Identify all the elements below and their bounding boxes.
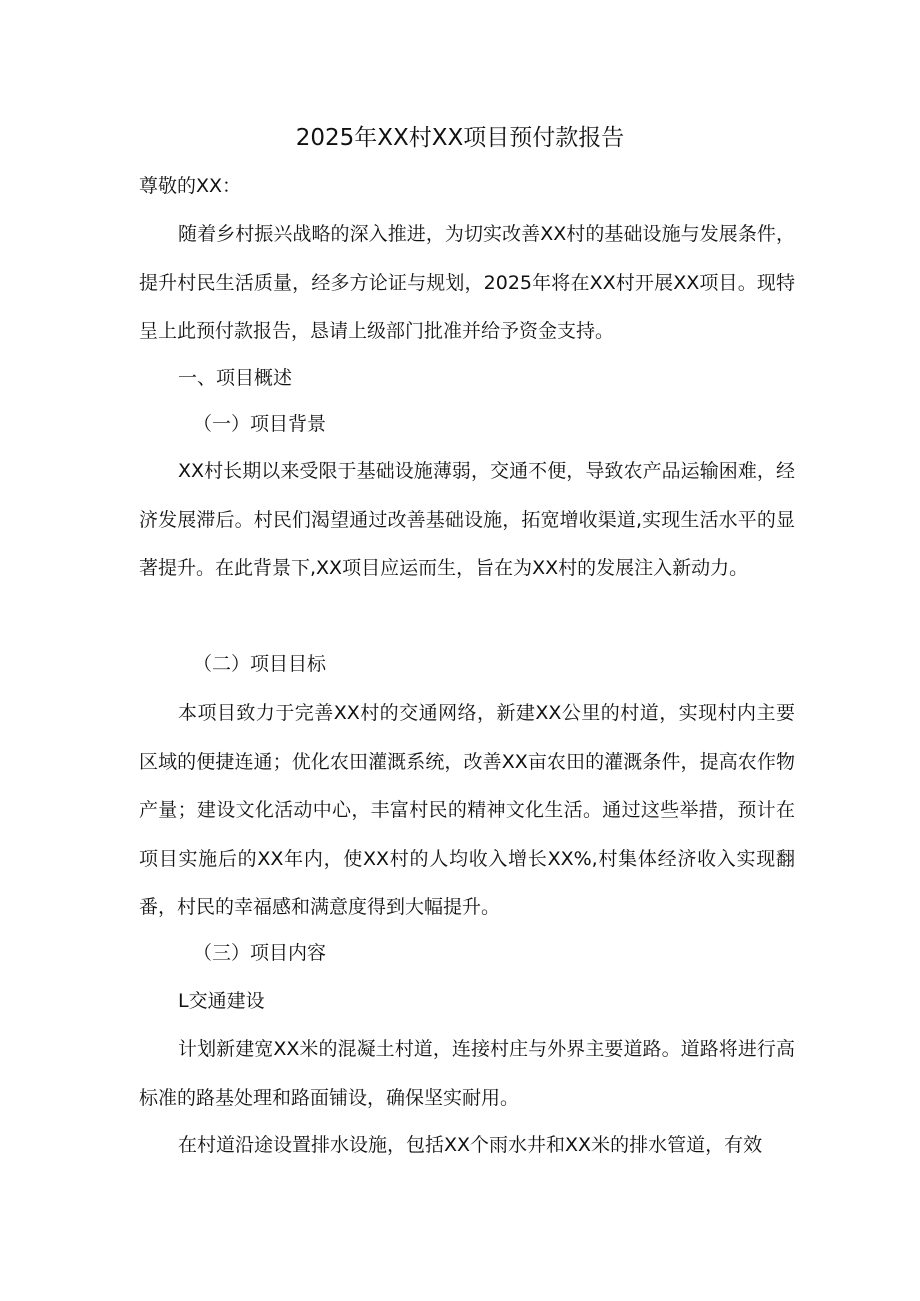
salutation: 尊敬的XX： (139, 175, 242, 197)
subsection-heading-background: （一）项目背景 (193, 413, 327, 435)
document-title: 2025年XX村XX项目预付款报告 (295, 125, 625, 151)
background-paragraph: XX村长期以来受限于基础设施薄弱，交通不便，导致农产品运输困难，经济发展滞后。村民们渴望通过改善基础设施，拓宽增收渠道,实现生活水平的显著提升。在此背景下,XX项目应运而生，旨在为XX村的发展注入新动力。 (139, 460, 795, 579)
subsection-heading-goals: （二）项目目标 (193, 653, 327, 675)
item-heading-transport: L交通建设 (178, 990, 265, 1012)
goals-paragraph: 本项目致力于完善XX村的交通网络，新建XX公里的村道，实现村内主要区域的便捷连通；优化农田灌溉系统，改善XX亩农田的灌溉条件，提高农作物产量；建设文化活动中心，丰富村民的精神文化生活。通过这些举措，预计在项目实施后的XX年内，使XX村的人均收入增长XX%,村集体经济收入实现翻番，村民的幸福感和满意度得到大幅提升。 (139, 702, 795, 918)
transport-paragraph-1: 计划新建宽XX米的混凝土村道，连接村庄与外界主要道路。道路将进行高标准的路基处理和路面铺设，确保坚实耐用。 (139, 1038, 795, 1109)
section-heading-overview: 一、项目概述 (178, 367, 293, 389)
subsection-heading-content: （三）项目内容 (193, 942, 327, 964)
transport-paragraph-2: 在村道沿途设置排水设施，包括XX个雨水井和XX米的排水管道，有效 (178, 1134, 763, 1156)
intro-paragraph: 随着乡村振兴战略的深入推进，为切实改善XX村的基础设施与发展条件，提升村民生活质量，经多方论证与规划，2025年将在XX村开展XX项目。现特呈上此预付款报告，恳请上级部门批准并给予资金支持。 (139, 223, 795, 342)
